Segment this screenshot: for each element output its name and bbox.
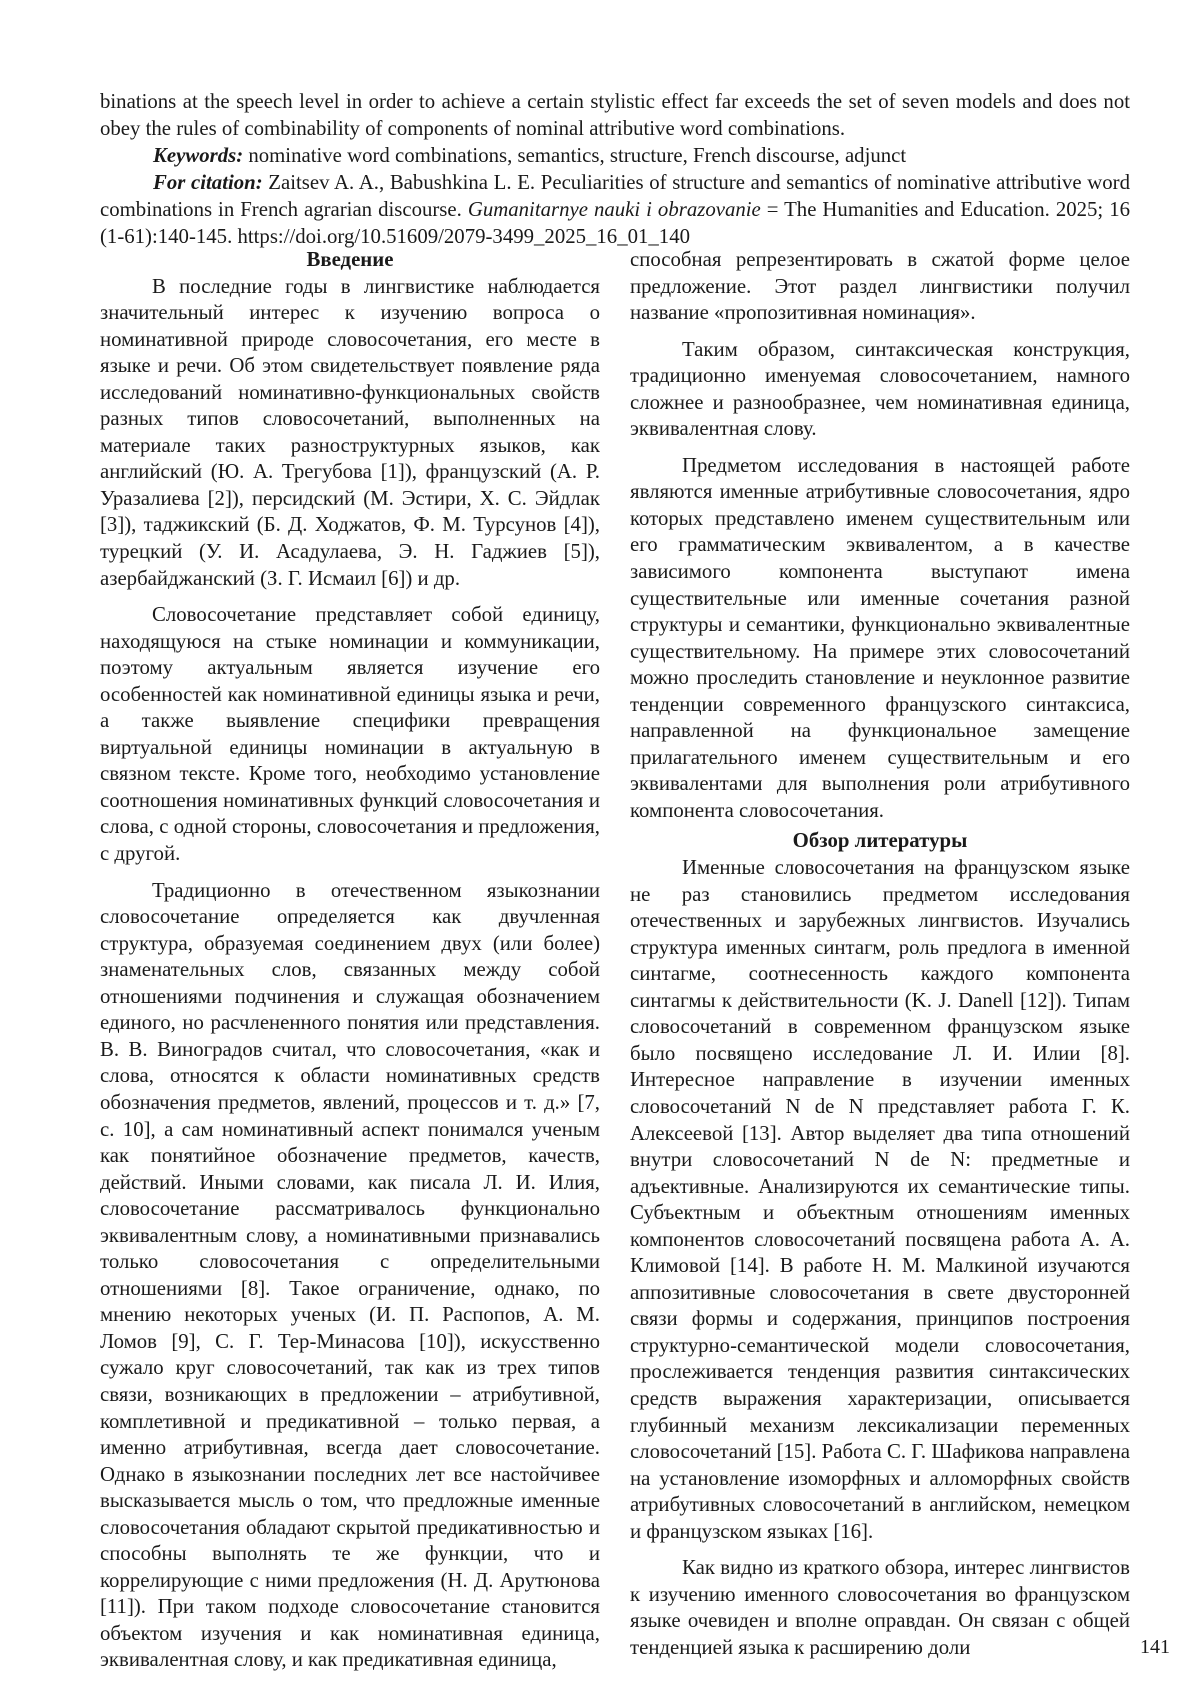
page-number: 141: [1140, 1636, 1170, 1658]
paragraph-continuation: способная репрезентировать в сжатой форме целое предложение. Этот раздел лингвистики получил название «пропозитивная номинация».: [630, 248, 1130, 325]
citation-tail: = The Humanities and Education. 2025; 16 (1-61):140-145. https://doi.org/10.51609/2079-3499_2025_16_01_140: [100, 198, 1130, 248]
heading-literature-review: Обзор литературы: [792, 829, 968, 853]
left-column: [100, 247, 600, 1674]
paragraph: Традиционно в отечественном языкознании словосочетание определяется как двучленная структура, образуемая соединением двух (или более) знаменательных слов, связанных между собой отношениями подчинения и служащая обозначением единого, но расчлененного понятия или представления. В. В. Виноградов считал, что словосочетания, «как и слова, относятся к области номинативных средств обозначения предметов, явлений, процессов и т. д.» [7, с. 10], а сам номинативный аспект понимался ученым как понятийное обозначение предметов, качеств, действий. Иными словами, как писала Л. И. Илия, словосочетание рассматривалось функционально эквивалентным слову, а номинативными признавались только словосочетания с определительными отношениями [8]. Такое ограничение, однако, по мнению некоторых ученых (И. П. Распопов, А. М. Ломов [9], С. Г. Тер-Минасова [10]), искусственно сужало круг словосочетаний, так как из трех типов связи, возникающих в предложении – атрибутивной, комплетивной и предикативной – только первая, а именно атрибутивная, всегда дает словосочетание. Однако в языкознании последних лет все настойчивее высказывается мысль о том, что предложные именные словосочетания обладают скрытой предикативностью и способны выполнять те же функции, что и коррелирующие с ними предложения (Н. Д. Арутюнова [11]). При таком подходе словосочетание становится объектом изучения и как номинативная единица, эквивалентная слову, и как предикативная единица,: [100, 878, 600, 1672]
keywords-text: nominative word combinations, semantics, structure, French discourse, adjunct: [243, 144, 907, 167]
paragraph: В последние годы в лингвистике наблюдается значительный интерес к изучению вопроса о номинативной природе словосочетания, его месте в языке и речи. Об этом свидетельствует появление ряда исследований номинативно-функциональных свойств разных типов словосочетаний, выполненных на материале таких разноструктурных языков, как английский (Ю. А. Трегубова [1]), французский (А. Р. Уразалиева [2]), персидский (М. Эстири, Х. С. Эйдлак [3]), таджикский (Б. Д. Ходжатов, Ф. М. Турсунов [4]), турецкий (У. И. Асадулаева, Э. Н. Гаджиев [5]), азербайджанский (З. Г. Исмаил [6]) и др.: [100, 274, 600, 590]
paragraph: Таким образом, синтаксическая конструкция, традиционно именуемая словосочетанием, намного сложнее и разнообразнее, чем номинативная единица, эквивалентная слову.: [630, 337, 1130, 441]
paragraph: Предметом исследования в настоящей работе являются именные атрибутивные словосочетания, ядро которых представлено именем существительным или его грамматическим эквивалентом, а в качестве зависимого компонента выступают имена существительные или именные сочетания разной структуры и семантики, функционально эквивалентные существительному. На примере этих словосочетаний можно проследить становление и неуклонное развитие тенденции современного французского синтаксиса, направленной на функциональное замещение прилагательного именем существительным и его эквивалентами для выполнения роли атрибутивного компонента словосочетания.: [630, 453, 1130, 822]
citation-label: For citation:: [153, 171, 263, 194]
abstract-block: [100, 88, 1130, 250]
citation-line: [100, 169, 1130, 250]
right-column: [630, 247, 1130, 1661]
citation-journal: Gumanitarnye nauki i obrazovanie: [467, 198, 761, 221]
paragraph: Именные словосочетания на французском языке не раз становились предметом исследования отечественных и зарубежных лингвистов. Изучались структура именных синтагм, роль предлога в именной синтагме, соотнесенность каждого компонента синтагмы к действительности (K. J. Danell [12]). Типам словосочетаний в современном французском языке было посвящено исследование Л. И. Илии [8]. Интересное направление в изучении именных словосочетаний N de N представляет работа Г. К. Алексеевой [13]. Автор выделяет два типа отношений внутри словосочетаний N de N: предметные и адъективные. Анализируются их семантические типы. Субъектным и объектным отношениям именных компонентов словосочетаний посвящена работа А. А. Климовой [14]. В работе Н. М. Малкиной изучаются аппозитивные словосочетания в свете двусторонней связи формы и содержания, принципов построения структурно-семантической модели словосочетания, прослеживается тенденция развития синтаксических средств выражения характеризации, описывается глубинный механизм лексикализации переменных словосочетаний [15]. Работа С. Г. Шафикова направлена на установление изоморфных и алломорфных свойств атрибутивных словосочетаний в английском, немецком и французском языках [16].: [630, 856, 1130, 1543]
citation-text: Zaitsev A. A., Babushkina L. E. Peculiarities of structure and semantics of nominative attributive word combinations in French agrarian discourse.: [100, 171, 1131, 221]
keywords-line: [100, 142, 1130, 169]
keywords-label: Keywords:: [153, 144, 244, 167]
paragraph: Словосочетание представляет собой единицу, находящуюся на стыке номинации и коммуникации, поэтому актуальным является изучение его особенностей как номинативной единицы языка и речи, а также выявление специфики превращения виртуальной единицы номинации в актуальную в связном тексте. Кроме того, необходимо установление соотношения номинативных функций словосочетания и слова, с одной стороны, словосочетания и предложения, с другой.: [100, 603, 600, 866]
paragraph: Как видно из краткого обзора, интерес лингвистов к изучению именного словосочетания во французском языке очевиден и вполне оправдан. Он связан с общей тенденцией языка к расширению доли: [630, 1556, 1130, 1659]
heading-introduction: Введение: [306, 248, 394, 271]
abstract-continuation: binations at the speech level in order to achieve a certain stylistic effect far exceeds the set of seven models and does not obey the rules of combinability of components of nominal attributive word combinations.: [100, 90, 1130, 140]
